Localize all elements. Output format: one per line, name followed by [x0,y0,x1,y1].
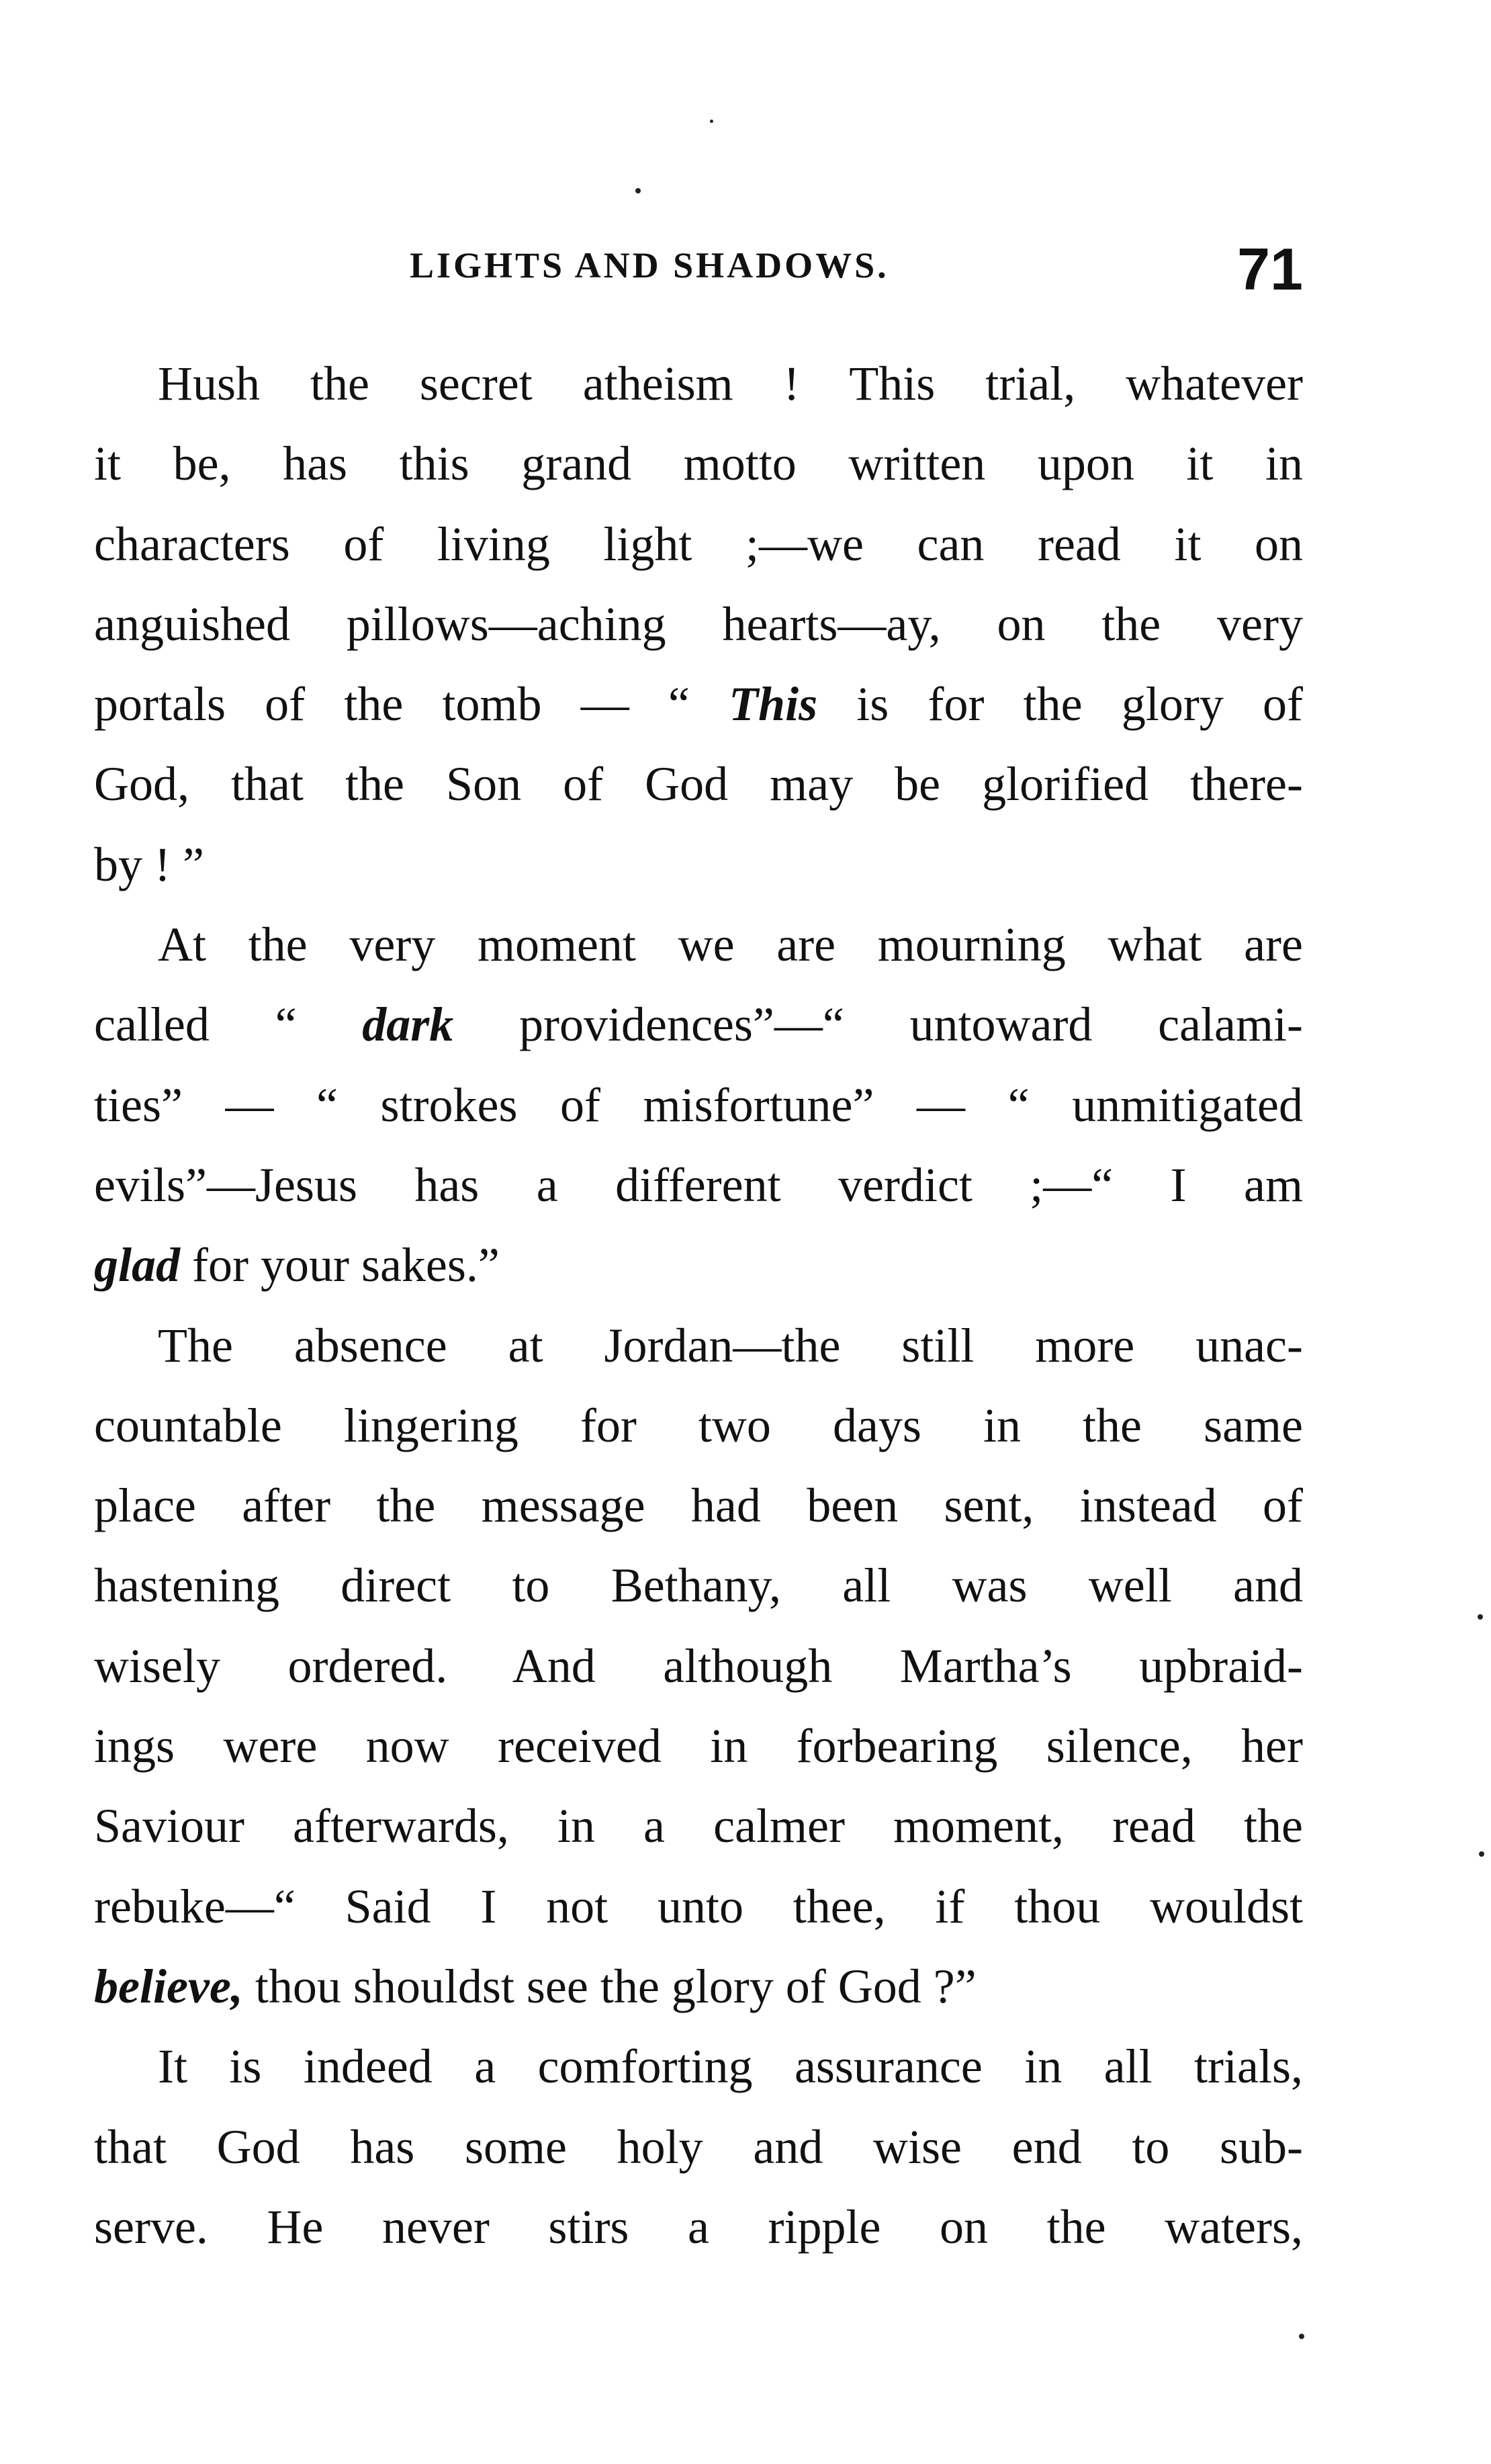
text-run: for your sakes.” [180,1238,500,1292]
text-line: ties” — “ strokes of misfortune” — “ unmitigated [94,1077,1303,1132]
italic-emphasis: dark [362,998,454,1052]
page-number: 71 [1237,236,1303,302]
text-line: The absence at Jordan—the still more unac- [158,1318,1303,1372]
text-line: that God has some holy and wise end to sub- [94,2119,1303,2174]
italic-emphasis: This [729,677,818,732]
text-line [94,664,1303,744]
scan-speck [710,120,713,123]
scan-speck [1479,1851,1484,1857]
text-line [94,985,1303,1065]
text-run: is for the glory of [817,677,1303,732]
italic-emphasis: believe, [94,1959,243,2013]
text-line [94,1947,1303,2027]
text-line: evils”—Jesus has a different verdict ;—“ I am [94,1157,1303,1212]
text-line: ings were now received in forbearing silence, her [94,1719,1303,1773]
body-text [94,344,1303,2267]
text-line: rebuke—“ Said I not unto thee, if thou wouldst [94,1879,1303,1933]
text-line: Saviour afterwards, in a calmer moment, read the [94,1799,1303,1853]
text-line: It is indeed a comforting assurance in all trials, [158,2039,1303,2094]
text-line: Hush the secret atheism ! This trial, whatever [158,357,1303,410]
text-line [94,1225,1303,1305]
text-run: thou shouldst see the glory of God ?” [242,1959,977,2013]
text-line: At the very moment we are mourning what are [158,918,1303,972]
text-line: by ! ” [94,837,204,891]
text-line: countable lingering for two days in the same [94,1398,1303,1452]
text-line: it be, has this grand motto written upon it in [94,437,1303,491]
text-line: place after the message had been sent, instead of [94,1479,1303,1533]
text-run: portals of the tomb — “ [94,677,729,732]
text-line: serve. He never stirs a ripple on the waters, [94,2199,1303,2254]
scan-speck [1478,1614,1483,1620]
scan-speck [1299,2334,1304,2339]
text-line: God, that the Son of God may be glorified there- [94,757,1303,811]
text-line: hastening direct to Bethany, all was well and [94,1558,1303,1613]
running-head [94,235,1303,302]
scan-speck [635,188,641,193]
text-line: anguished pillows—aching hearts—ay, on the very [94,597,1303,651]
text-run: called “ [94,998,363,1052]
text-line: wisely ordered. And although Martha’s upbraid- [94,1638,1303,1693]
text-run: providences”—“ untoward calami- [453,998,1303,1052]
running-title: LIGHTS AND SHADOWS. [410,245,889,285]
italic-emphasis: glad [94,1238,181,1292]
text-line: characters of living light ;—we can read it on [94,517,1303,571]
